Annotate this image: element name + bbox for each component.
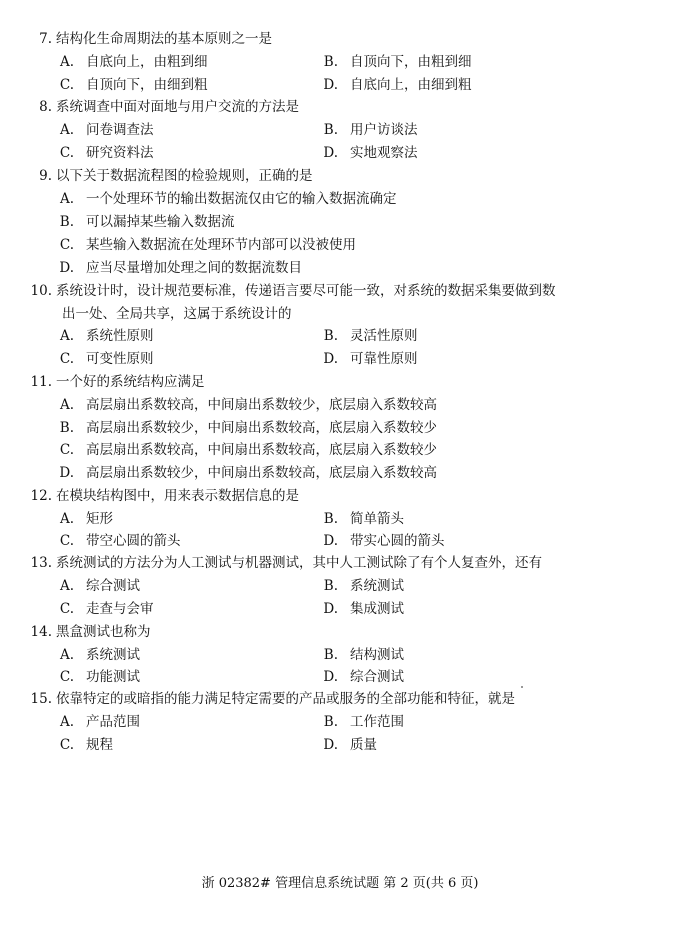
question-number: 12. (30, 488, 52, 504)
option-row (0, 51, 680, 73)
question-text: 一个好的系统结构应满足 (56, 374, 205, 390)
option-row (0, 211, 680, 233)
question-7 (0, 28, 680, 50)
question-text: 系统调查中面对面地与用户交流的方法是 (56, 99, 299, 115)
option-text: 高层扇出系数较少，中间扇出系数较高，底层扇入系数较高 (86, 465, 437, 481)
option-text: 功能测试 (86, 669, 140, 685)
option-label: D. (323, 601, 338, 617)
option-text: 简单箭头 (350, 511, 404, 527)
option-label: B. (323, 328, 338, 344)
question-text: 黑盒测试也称为 (56, 624, 151, 640)
option-text: 自顶向下，由粗到细 (350, 54, 472, 70)
question-number: 13. (30, 555, 52, 571)
option-row (0, 348, 680, 370)
question-text-continued (0, 303, 680, 325)
option-label: C. (59, 669, 74, 685)
option-text: 规程 (86, 737, 113, 753)
question-15 (0, 688, 680, 710)
option-label: D. (323, 145, 338, 161)
option-label: B. (323, 647, 338, 663)
option-label: C. (59, 145, 74, 161)
option-text: 应当尽量增加处理之间的数据流数目 (86, 260, 302, 276)
option-label: A. (59, 714, 74, 730)
option-label: A. (59, 122, 74, 138)
option-label: B. (323, 54, 338, 70)
option-row (0, 598, 680, 620)
question-text: 依靠特定的或暗指的能力满足特定需要的产品或服务的全部功能和特征，就是 (56, 691, 515, 707)
option-label: B. (59, 420, 74, 436)
option-label: D. (323, 669, 338, 685)
option-row (0, 575, 680, 597)
option-row (0, 142, 680, 164)
option-text: 集成测试 (350, 601, 404, 617)
option-label: D. (323, 737, 338, 753)
option-text: 带空心圆的箭头 (86, 533, 181, 549)
option-text: 矩形 (86, 511, 113, 527)
option-text: 高层扇出系数较少，中间扇出系数较高，底层扇入系数较少 (86, 420, 437, 436)
scan-speck (521, 686, 523, 688)
option-row (0, 711, 680, 733)
question-number: 14. (30, 624, 52, 640)
option-label: B. (323, 511, 338, 527)
option-text: 自底向上，由粗到细 (86, 54, 208, 70)
option-text: 系统测试 (86, 647, 140, 663)
option-text: 可以漏掉某些输入数据流 (86, 214, 235, 230)
option-text: 工作范围 (350, 714, 404, 730)
option-label: A. (59, 397, 74, 413)
option-row (0, 666, 680, 688)
question-11 (0, 371, 680, 393)
option-label: B. (59, 214, 74, 230)
question-text: 结构化生命周期法的基本原则之一是 (56, 31, 272, 47)
option-text: 研究资料法 (86, 145, 154, 161)
question-text: 系统测试的方法分为人工测试与机器测试，其中人工测试除了有个人复查外，还有 (56, 555, 542, 571)
option-text: 系统测试 (350, 578, 404, 594)
option-label: C. (59, 442, 74, 458)
option-row (0, 74, 680, 96)
question-text: 以下关于数据流程图的检验规则，正确的是 (56, 168, 313, 184)
option-label: C. (59, 601, 74, 617)
option-row (0, 234, 680, 256)
option-text: 自顶向下，由细到粗 (86, 77, 208, 93)
option-row (0, 257, 680, 279)
option-label: A. (59, 54, 74, 70)
option-text: 高层扇出系数较高，中间扇出系数较高，底层扇入系数较少 (86, 442, 437, 458)
option-label: C. (59, 737, 74, 753)
option-label: B. (323, 714, 338, 730)
question-text-line2: 出一处、全局共享，这属于系统设计的 (62, 306, 292, 322)
option-text: 某些输入数据流在处理环节内部可以没被使用 (86, 237, 356, 253)
option-label: C. (59, 351, 74, 367)
option-row (0, 119, 680, 141)
option-label: A. (59, 191, 74, 207)
option-text: 灵活性原则 (350, 328, 418, 344)
option-row (0, 417, 680, 439)
option-text: 可靠性原则 (350, 351, 418, 367)
question-9 (0, 165, 680, 187)
option-label: A. (59, 647, 74, 663)
option-text: 走查与会审 (86, 601, 154, 617)
option-row (0, 439, 680, 461)
option-row (0, 188, 680, 210)
question-number: 8. (39, 99, 52, 115)
option-label: D. (323, 351, 338, 367)
option-text: 结构测试 (350, 647, 404, 663)
option-text: 质量 (350, 737, 377, 753)
option-label: C. (59, 77, 74, 93)
question-13 (0, 552, 680, 574)
option-row (0, 530, 680, 552)
option-text: 用户访谈法 (350, 122, 418, 138)
option-text: 带实心圆的箭头 (350, 533, 445, 549)
option-row (0, 325, 680, 347)
option-text: 产品范围 (86, 714, 140, 730)
option-row (0, 462, 680, 484)
option-label: D. (59, 260, 74, 276)
question-number: 10. (30, 283, 52, 299)
option-label: A. (59, 511, 74, 527)
option-text: 可变性原则 (86, 351, 154, 367)
option-text: 系统性原则 (86, 328, 154, 344)
question-10 (0, 280, 680, 302)
question-number: 7. (39, 31, 52, 47)
option-label: A. (59, 578, 74, 594)
option-row (0, 644, 680, 666)
question-number: 11. (30, 374, 52, 390)
option-label: D. (59, 465, 74, 481)
question-text: 在模块结构图中，用来表示数据信息的是 (56, 488, 299, 504)
option-row (0, 734, 680, 756)
option-text: 实地观察法 (350, 145, 418, 161)
option-label: D. (323, 533, 338, 549)
question-number: 15. (30, 691, 52, 707)
option-row (0, 508, 680, 530)
option-label: D. (323, 77, 338, 93)
option-label: A. (59, 328, 74, 344)
page-footer: 浙 02382# 管理信息系统试题 第 2 页(共 6 页) (201, 876, 479, 891)
option-row (0, 394, 680, 416)
question-8 (0, 96, 680, 118)
option-label: C. (59, 533, 74, 549)
option-text: 高层扇出系数较高，中间扇出系数较少，底层扇入系数较高 (86, 397, 437, 413)
option-text: 一个处理环节的输出数据流仅由它的输入数据流确定 (86, 191, 397, 207)
option-text: 问卷调查法 (86, 122, 154, 138)
option-label: C. (59, 237, 74, 253)
question-12 (0, 485, 680, 507)
option-label: B. (323, 122, 338, 138)
question-text: 系统设计时，设计规范要标准，传递语言要尽可能一致，对系统的数据采集要做到数 (56, 283, 556, 299)
option-label: B. (323, 578, 338, 594)
option-text: 综合测试 (350, 669, 404, 685)
option-text: 综合测试 (86, 578, 140, 594)
option-text: 自底向上，由细到粗 (350, 77, 472, 93)
question-number: 9. (39, 168, 52, 184)
question-14 (0, 621, 680, 643)
